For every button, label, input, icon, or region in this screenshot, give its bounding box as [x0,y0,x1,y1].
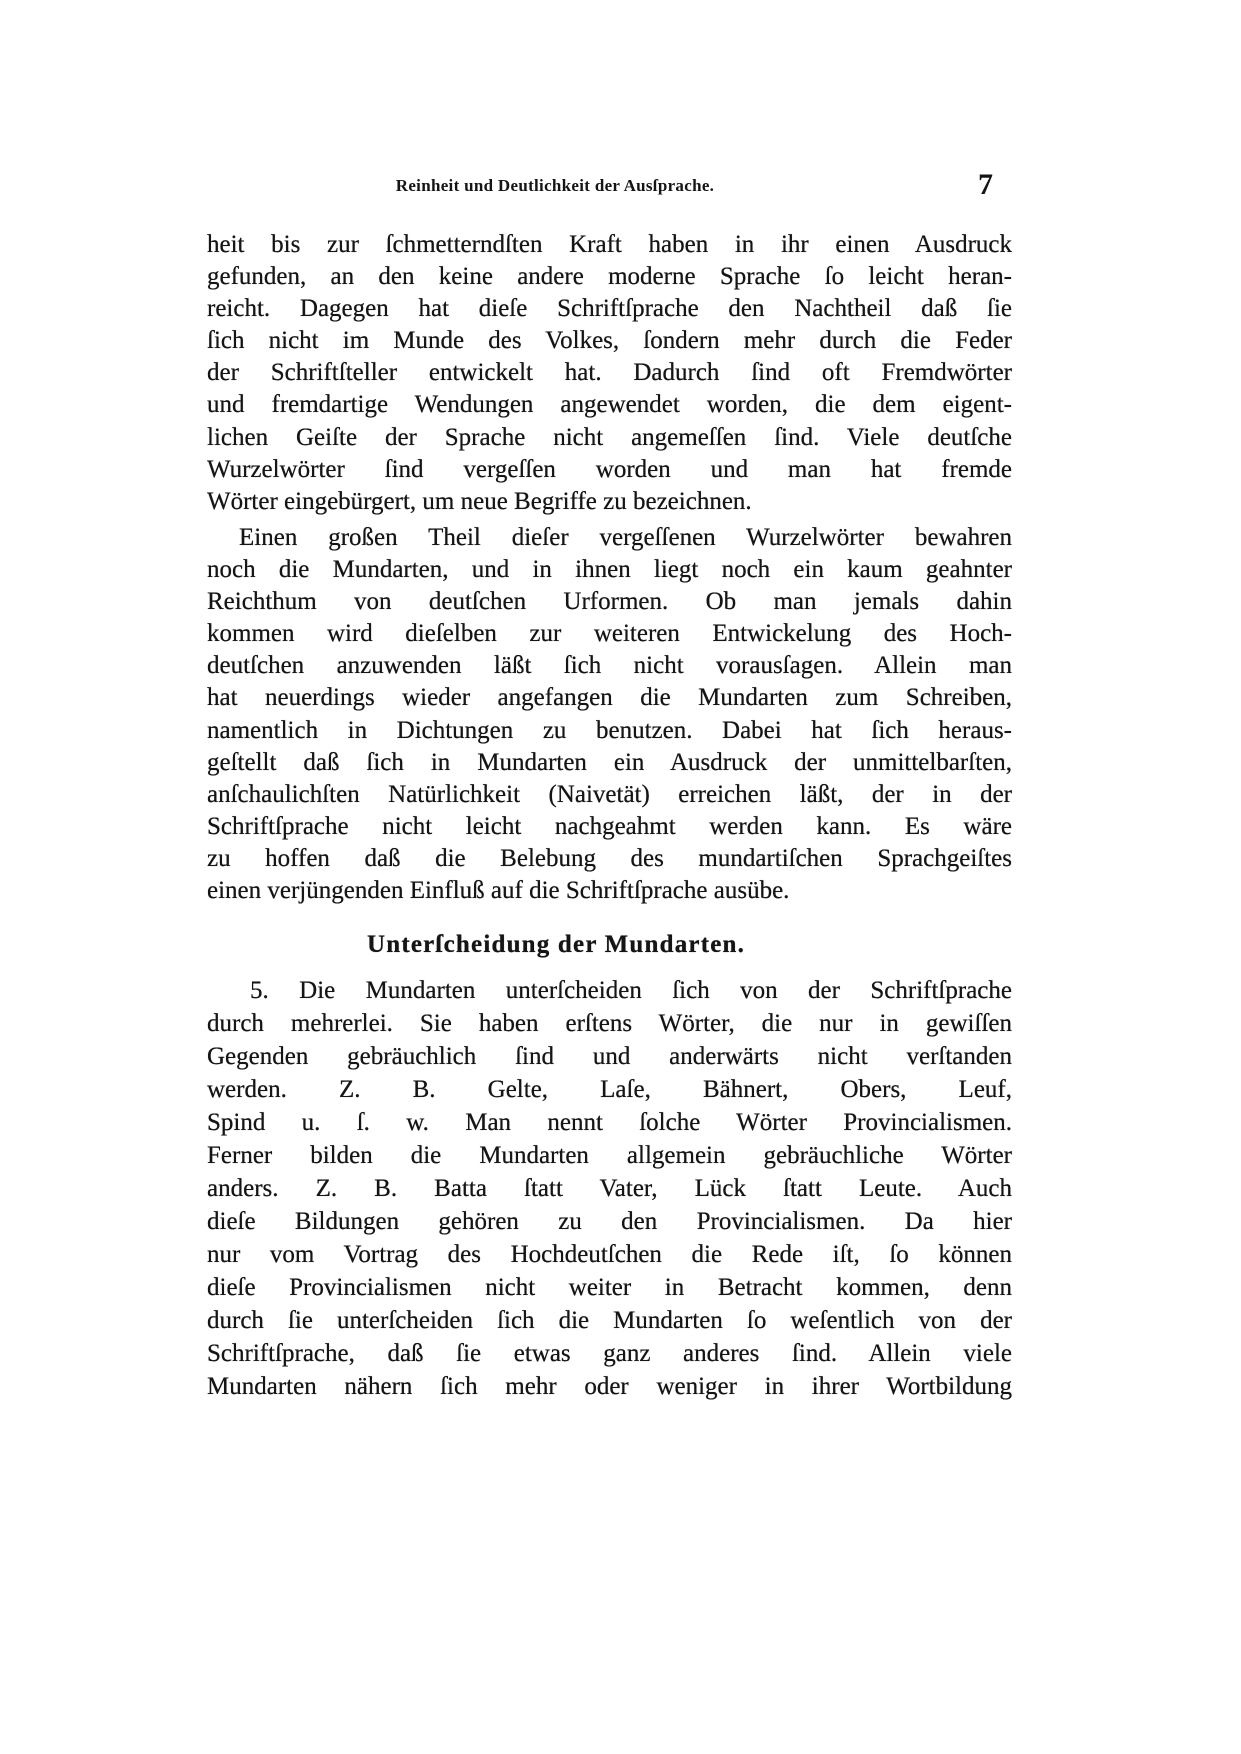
text-line: noch die Mundarten, und in ihnen liegt noch ein kaum geahnter [207,556,1012,584]
text-line: geſtellt daß ſich in Mundarten ein Ausdruck der unmittelbarſten, [207,748,1012,776]
text-line: hat neuerdings wieder angefangen die Mundarten zum Schreiben, [207,684,1012,712]
text-line: und fremdartige Wendungen angewendet worden, die dem eigent- [207,391,1012,419]
text-line: Schriftſprache, daß ſie etwas ganz anderes ſind. Allein viele [207,1340,1012,1367]
text-line: Spind u. ſ. w. Man nennt ſolche Wörter Provincialismen. [207,1109,1012,1136]
text-line: lichen Geiſte der Sprache nicht angemeſſen ſind. Viele deutſche [207,423,1012,451]
text-line: zu hoffen daß die Belebung des mundartiſchen Sprachgeiſtes [207,844,1012,872]
text-line: einen verjüngenden Einfluß auf die Schriftſprache ausübe. [207,877,790,905]
text-line: Wurzelwörter ſind vergeſſen worden und man hat fremde [207,455,1012,483]
paragraph [207,974,1012,1403]
text-line: dieſe Bildungen gehören zu den Provincialismen. Da hier [207,1208,1012,1235]
text-line: anders. Z. B. Batta ſtatt Vater, Lück ſtatt Leute. Auch [207,1175,1012,1202]
text-line: 5. Die Mundarten unterſcheiden ſich von der Schriftſprache [250,977,1012,1004]
text-line: Gegenden gebräuchlich ſind und anderwärts nicht verſtanden [207,1043,1012,1070]
text-line: durch mehrerlei. Sie haben erſtens Wörter, die nur in gewiſſen [207,1010,1012,1037]
text-line: Schriftſprache nicht leicht nachgeahmt werden kann. Es wäre [207,812,1012,840]
text-line: dieſe Provincialismen nicht weiter in Betracht kommen, denn [207,1274,1012,1301]
text-line: Wörter eingebürgert, um neue Begriffe zu bezeichnen. [207,487,752,515]
text-line: heit bis zur ſchmetterndſten Kraft haben in ihr einen Ausdruck [207,231,1012,258]
text-line: reicht. Dagegen hat dieſe Schriftſprache den Nachtheil daß ſie [207,295,1012,323]
text-line: gefunden, an den keine andere moderne Sprache ſo leicht heran- [207,263,1012,291]
text-line: Mundarten nähern ſich mehr oder weniger in ihrer Wortbildung [207,1373,1012,1400]
text-line: ſich nicht im Munde des Volkes, ſondern mehr durch die Feder [207,327,1012,355]
text-line: werden. Z. B. Gelte, Laſe, Bähnert, Obers, Leuf, [207,1076,1012,1103]
text-line: Einen großen Theil dieſer vergeſſenen Wurzelwörter bewahren [239,524,1012,551]
text-line: namentlich in Dichtungen zu benutzen. Dabei hat ſich heraus- [207,716,1012,744]
section-heading: Unterſcheidung der Mundarten. [367,931,746,958]
paragraph [207,229,1012,518]
text-line: Ferner bilden die Mundarten allgemein gebräuchliche Wörter [207,1142,1012,1169]
text-line: deutſchen anzuwenden läßt ſich nicht vorausſagen. Allein man [207,652,1012,680]
running-header: Reinheit und Deutlichkeit der Ausſprache. [395,176,715,195]
text-line: kommen wird dieſelben zur weiteren Entwickelung des Hoch- [207,620,1012,648]
text-line: anſchaulichſten Natürlichkeit (Naivetät) erreichen läßt, der in der [207,780,1012,808]
paragraph [207,522,1012,907]
text-line: durch ſie unterſcheiden ſich die Mundarten ſo weſentlich von der [207,1307,1012,1334]
text-line: Reichthum von deutſchen Urformen. Ob man jemals dahin [207,588,1012,616]
text-line: nur vom Vortrag des Hochdeutſchen die Rede iſt, ſo können [207,1241,1012,1268]
page-number: 7 [978,168,993,201]
text-line: der Schriftſteller entwickelt hat. Dadurch ſind oft Fremdwörter [207,359,1012,387]
